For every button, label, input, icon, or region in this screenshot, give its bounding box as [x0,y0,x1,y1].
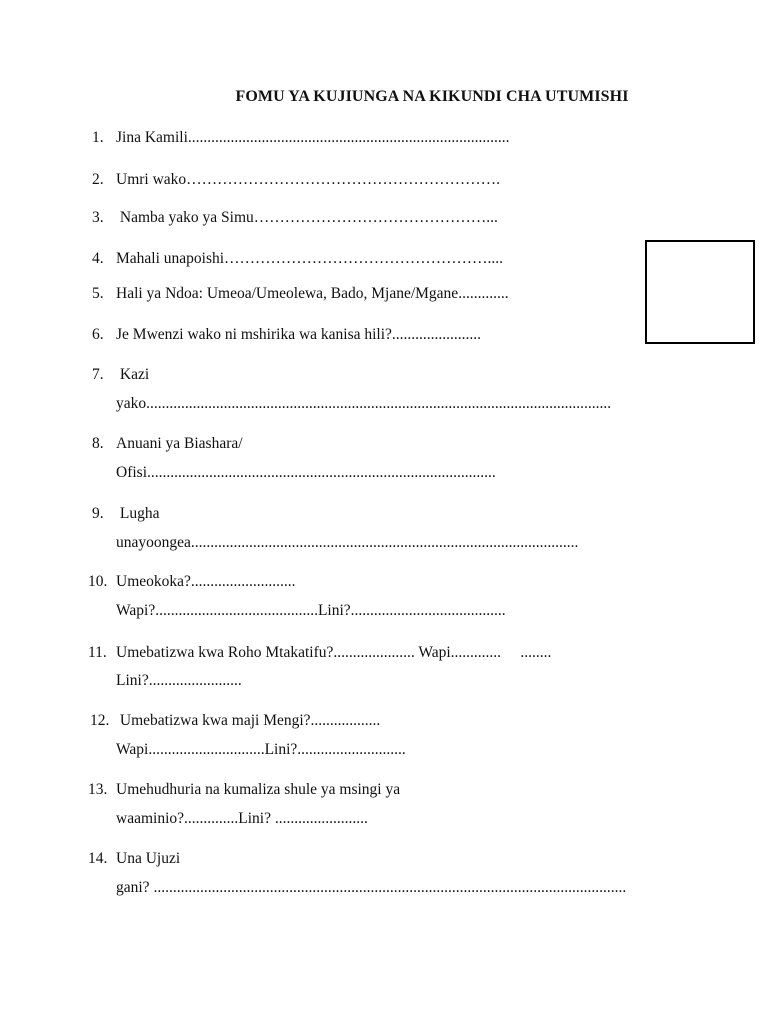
item-number: 3. [92,209,104,226]
item-field-umeokoka-wapi[interactable]: Wapi?..........................................Lini?........................................ [116,602,506,619]
item-label-anuani: Anuani ya Biashara/ [116,435,243,452]
item-number: 9. [92,505,104,522]
item-number: 2. [92,171,104,188]
item-field-maji-wapi[interactable]: Wapi..............................Lini?............................ [116,741,406,758]
form-title: FOMU YA KUJIUNGA NA KIKUNDI CHA UTUMISHI [235,88,629,105]
item-number: 8. [92,435,104,452]
item-field-umeokoka[interactable]: Umeokoka?........................... [116,573,296,590]
item-field-shule[interactable]: waaminio?..............Lini? ........................ [116,810,368,827]
item-number: 7. [92,366,104,383]
item-field-roho[interactable]: Umebatizwa kwa Roho Mtakatifu?..................... Wapi............. ........ [116,644,552,661]
item-field-ujuzi[interactable]: gani? .......................................................................................................................... [116,879,627,896]
item-number: 6. [92,326,104,343]
item-field-kazi[interactable]: yako........................................................................................................................ [116,395,612,412]
item-label-shule: Umehudhuria na kumaliza shule ya msingi ya [116,781,401,798]
item-label-kazi: Kazi [116,366,150,383]
item-field-anuani[interactable]: Ofisi.......................................................................................... [116,464,496,481]
item-label-lugha: Lugha [116,505,160,522]
item-field-lugha[interactable]: unayoongea.................................................................................................... [116,534,579,551]
item-field-jina[interactable]: Jina Kamili................................................................................... [116,129,510,146]
item-field-maji[interactable]: Umebatizwa kwa maji Mengi?.................. [116,712,381,729]
item-number: 12. [90,712,110,729]
item-field-simu[interactable]: Namba yako ya Simu………………………………………... [116,209,498,226]
item-field-roho-lini[interactable]: Lini?........................ [116,672,242,689]
item-field-umri[interactable]: Umri wako……………………………………………………. [116,171,501,188]
item-number: 1. [92,129,104,146]
item-number: 4. [92,250,104,267]
item-number: 13. [88,781,108,798]
item-field-ndoa[interactable]: Hali ya Ndoa: Umeoa/Umeolewa, Bado, Mjane/Mgane............. [116,285,509,302]
item-number: 10. [88,573,108,590]
item-label-ujuzi: Una Ujuzi [116,850,181,867]
item-field-mahali[interactable]: Mahali unapoishi…………………………………………….... [116,250,504,267]
item-number: 5. [92,285,104,302]
item-number: 14. [88,850,108,867]
item-number: 11. [88,644,107,661]
photo-box [645,240,755,344]
item-field-mwenzi[interactable]: Je Mwenzi wako ni mshirika wa kanisa hili?....................... [116,326,482,343]
